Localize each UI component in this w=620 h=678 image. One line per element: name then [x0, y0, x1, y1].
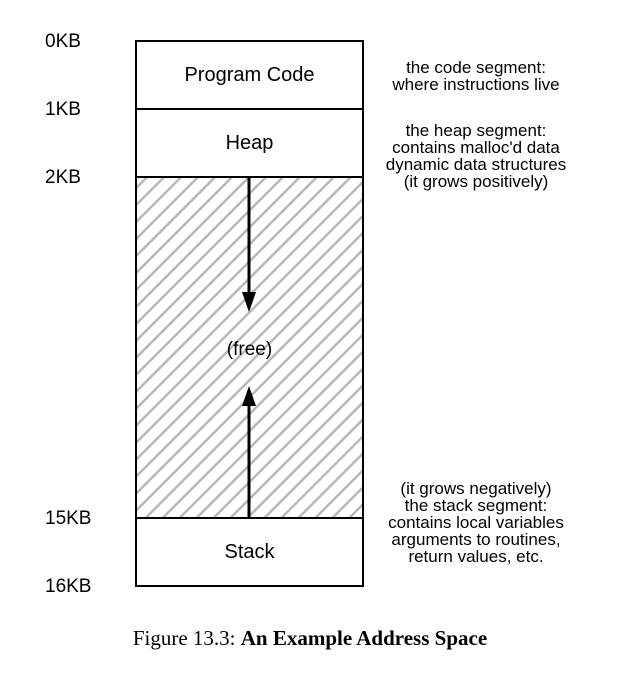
code-note-line: the code segment: [406, 58, 546, 77]
address-1kb: 1KB [45, 99, 81, 120]
code-note-line: where instructions live [392, 75, 560, 94]
address-16kb: 16KB [45, 576, 92, 597]
address-0kb: 0KB [45, 31, 81, 52]
code-segment-label: Program Code [184, 64, 315, 86]
figure-caption [0, 626, 620, 651]
heap-note-line: dynamic data structures [385, 155, 567, 174]
address-2kb: 2KB [45, 167, 81, 188]
stack-segment-label: Stack [224, 541, 275, 563]
heap-segment-label: Heap [225, 132, 274, 154]
heap-note-line: the heap segment: [405, 121, 547, 140]
caption-prefix: Figure 13.3: [132, 626, 236, 650]
caption-title: An Example Address Space [240, 626, 488, 650]
stack-note-line: (it grows negatively) [400, 479, 552, 498]
stack-note-line: contains local variables [388, 513, 564, 532]
stack-note-line: arguments to routines, [391, 530, 561, 549]
free-segment-label: (free) [226, 339, 273, 360]
stack-segment-note [366, 480, 586, 565]
address-15kb: 15KB [45, 508, 92, 529]
stack-note-line: return values, etc. [408, 547, 544, 566]
heap-note-line: contains malloc'd data [392, 138, 560, 157]
stack-note-line: the stack segment: [404, 496, 548, 515]
code-segment-note [368, 59, 584, 93]
heap-segment-note [364, 122, 588, 190]
heap-note-line: (it grows positively) [403, 172, 549, 191]
